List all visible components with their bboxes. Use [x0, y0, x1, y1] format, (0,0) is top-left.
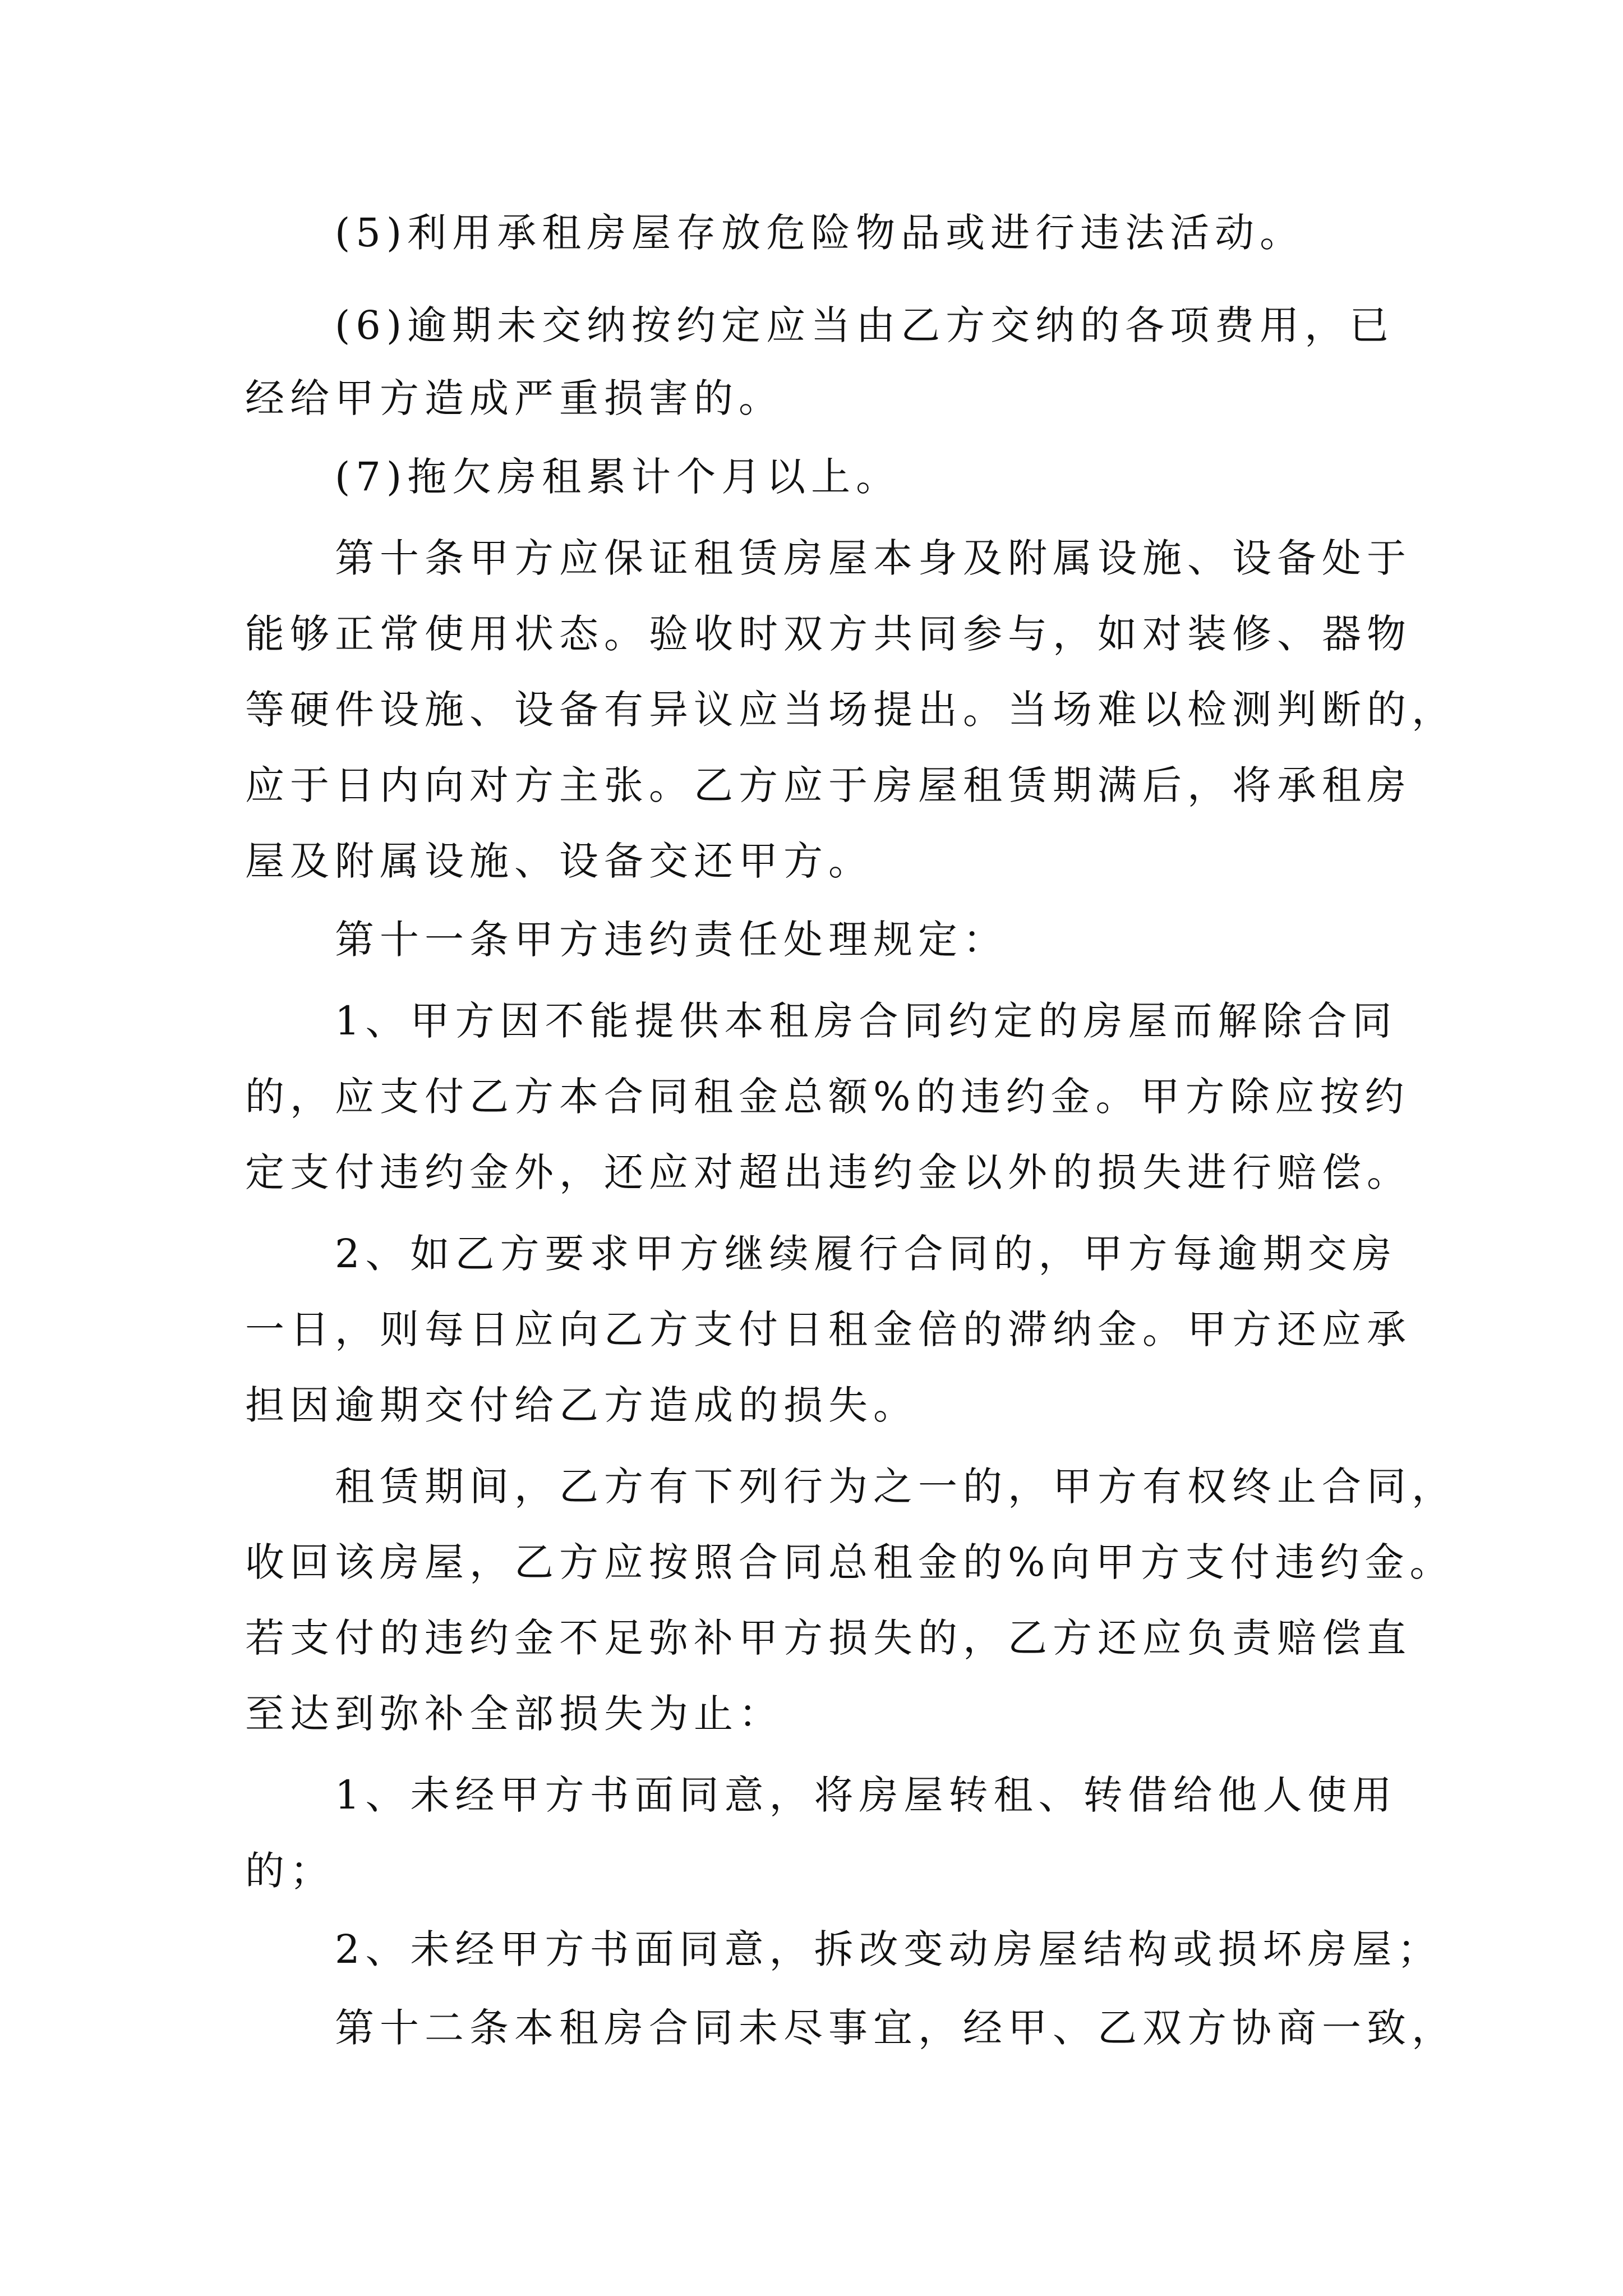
line-text: 第十条甲方应保证租赁房屋本身及附属设施、设备处于	[335, 535, 1412, 581]
line-text: 2、未经甲方书面同意，拆改变动房屋结构或损坏房屋；	[335, 1926, 1442, 1972]
line-text: 一日，则每日应向乙方支付日租金倍的滞纳金。甲方还应承	[245, 1306, 1412, 1352]
line-text: 担因逾期交付给乙方造成的损失。	[245, 1382, 918, 1428]
text-line	[0, 185, 1623, 280]
line-text: 至达到弥补全部损失为止：	[245, 1691, 783, 1737]
line-text: 租赁期间，乙方有下列行为之一的，甲方有权终止合同，	[335, 1464, 1456, 1510]
line-text: 能够正常使用状态。验收时双方共同参与，如对装修、器物	[245, 611, 1412, 657]
line-text: 的，应支付乙方本合同租金总额%的违约金。甲方除应按约	[245, 1074, 1410, 1120]
line-text: 若支付的违约金不足弥补甲方损失的，乙方还应负责赔偿直	[245, 1615, 1412, 1661]
line-text: 的；	[245, 1848, 335, 1894]
line-text: 收回该房屋，乙方应按照合同总租金的%向甲方支付违约金。	[245, 1539, 1455, 1585]
line-text: 2、如乙方要求甲方继续履行合同的，甲方每逾期交房	[335, 1231, 1398, 1277]
text-line	[0, 1980, 1623, 2076]
line-text: (6)逾期未交纳按约定应当由乙方交纳的各项费用，已	[335, 302, 1395, 348]
line-text: 第十二条本租房合同未尽事宜，经甲、乙双方协商一致，	[335, 2005, 1456, 2051]
line-text: 经给甲方造成严重损害的。	[245, 375, 783, 421]
line-text: 等硬件设施、设备有异议应当场提出。当场难以检测判断的，	[245, 687, 1456, 733]
line-text: (5)利用承租房屋存放危险物品或进行违法活动。	[335, 210, 1305, 256]
line-text: 屋及附属设施、设备交还甲方。	[245, 838, 873, 884]
line-text: 应于日内向对方主张。乙方应于房屋租赁期满后，将承租房	[245, 762, 1412, 808]
line-text: 1、甲方因不能提供本租房合同约定的房屋而解除合同	[335, 998, 1398, 1044]
line-text: 第十一条甲方违约责任处理规定：	[335, 917, 1008, 963]
line-text: (7)拖欠房租累计个月以上。	[335, 454, 901, 500]
line-text: 1、未经甲方书面同意，将房屋转租、转借给他人使用	[335, 1772, 1398, 1818]
line-text: 定支付违约金外，还应对超出违约金以外的损失进行赔偿。	[245, 1149, 1412, 1195]
